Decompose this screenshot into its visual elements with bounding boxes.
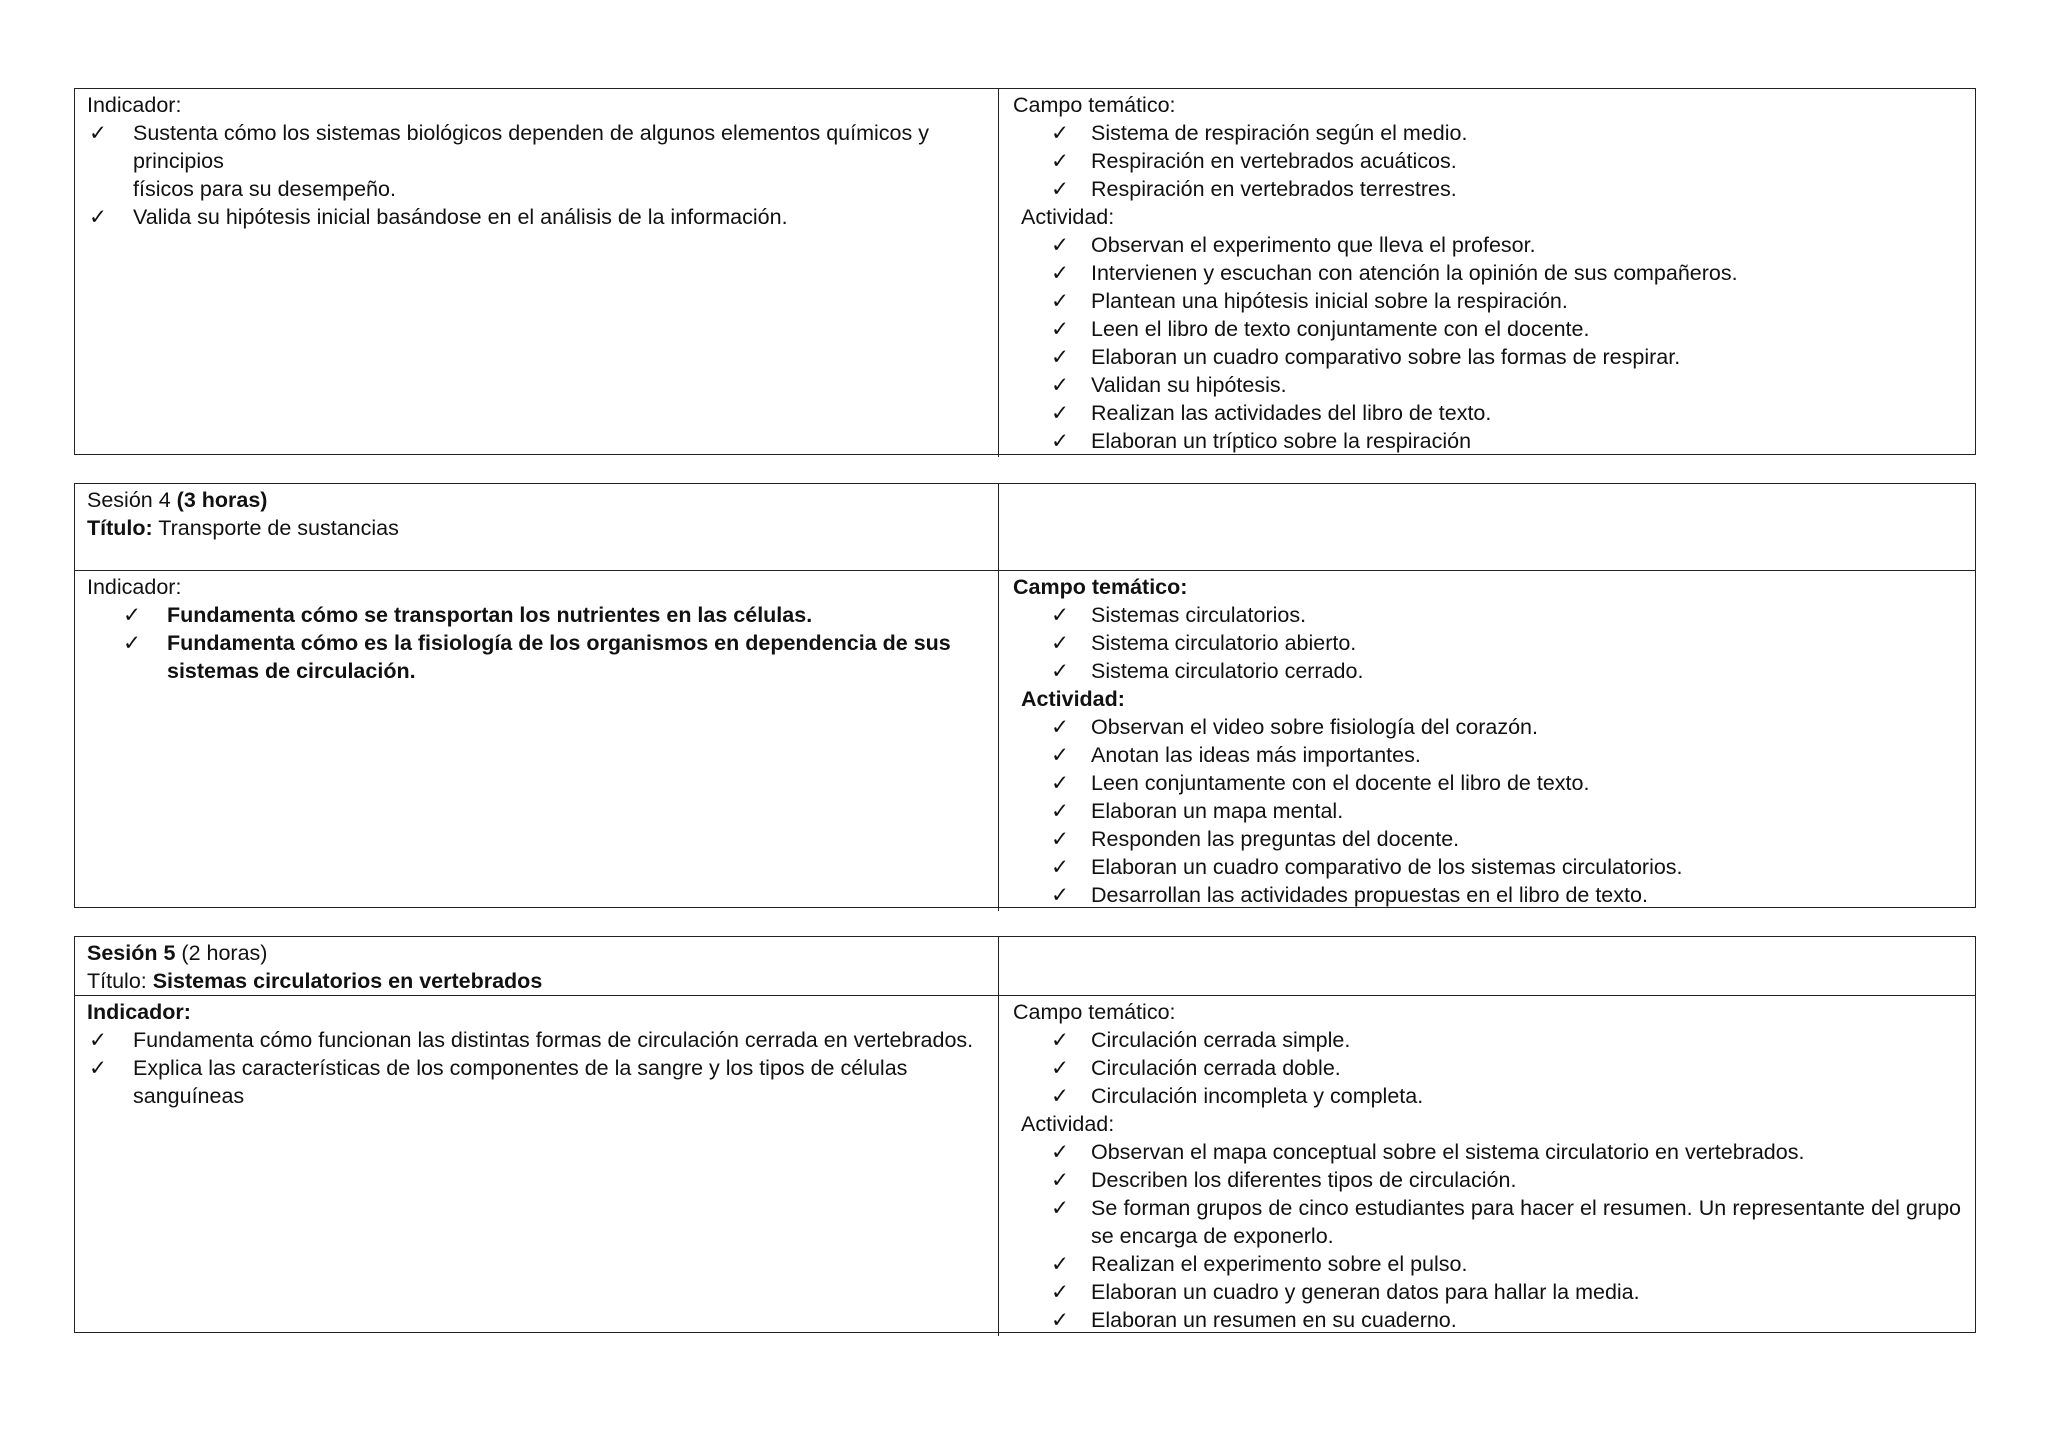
list-item: ✓ Fundamenta cómo funcionan las distintas formas de circulación cerrada en vertebrados. (88, 1028, 974, 1052)
list-item: ✓ Leen conjuntamente con el docente el libro de texto. (1050, 771, 1590, 795)
list-item: ✓ Anotan las ideas más importantes. (1050, 743, 1421, 767)
actividad-list (1013, 1138, 1963, 1334)
indicador-list (87, 601, 986, 685)
list-item: ✓ Observan el mapa conceptual sobre el sistema circulatorio en vertebrados. (1050, 1140, 1805, 1164)
list-item: ✓ Plantean una hipótesis inicial sobre la respiración. (1050, 289, 1568, 313)
list-item: ✓ Sustenta cómo los sistemas biológicos dependen de algunos elementos químicos y principios físicos para su desempeño. (88, 121, 929, 201)
check-icon: ✓ (1050, 149, 1069, 173)
list-item: ✓ Sistema de respiración según el medio. (1050, 121, 1468, 145)
session-number: Sesión 5 (87, 941, 176, 965)
campo-label: Campo temático: (1013, 93, 1176, 117)
list-item: ✓ Respiración en vertebrados acuáticos. (1050, 149, 1457, 173)
list-item: ✓ Intervienen y escuchan con atención la opinión de sus compañeros. (1050, 261, 1738, 285)
campo-label: Campo temático: (1013, 1000, 1176, 1024)
list-item: ✓ Respiración en vertebrados terrestres. (1050, 177, 1457, 201)
session-header-cell (75, 937, 999, 995)
check-icon: ✓ (1050, 1028, 1069, 1052)
list-item: ✓ Responden las preguntas del docente. (1050, 827, 1460, 851)
session-number: Sesión 4 (87, 488, 177, 512)
indicador-label: Indicador: (87, 93, 182, 117)
title-label: Título: (87, 516, 153, 540)
list-item: ✓ Circulación cerrada doble. (1050, 1056, 1341, 1080)
indicador-cell (75, 995, 999, 1336)
list-item: ✓ Fundamenta cómo se transportan los nutrientes en las células. (122, 603, 813, 627)
list-item: ✓ Observan el video sobre fisiología del corazón. (1050, 715, 1538, 739)
campo-list (1013, 601, 1963, 685)
check-icon: ✓ (88, 205, 107, 229)
session-header-cell (75, 484, 999, 570)
indicador-list (87, 119, 986, 231)
indicador-list (87, 1026, 986, 1110)
list-item: ✓ Sistema circulatorio abierto. (1050, 631, 1357, 655)
check-icon: ✓ (1050, 1084, 1069, 1108)
list-item: ✓ Explica las características de los componentes de la sangre y los tipos de células sanguíneas (88, 1056, 908, 1108)
check-icon: ✓ (1050, 429, 1069, 453)
check-icon: ✓ (1050, 715, 1069, 739)
check-icon: ✓ (1050, 401, 1069, 425)
check-icon: ✓ (1050, 1056, 1069, 1080)
check-icon: ✓ (88, 121, 107, 145)
actividad-list (1013, 713, 1963, 909)
check-icon: ✓ (1050, 1140, 1069, 1164)
actividad-label: Actividad: (1021, 1112, 1115, 1136)
list-item: ✓ Desarrollan las actividades propuestas en el libro de texto. (1050, 883, 1648, 907)
check-icon: ✓ (1050, 855, 1069, 879)
list-item: ✓ Circulación incompleta y completa. (1050, 1084, 1424, 1108)
list-item: ✓ Observan el experimento que lleva el profesor. (1050, 233, 1536, 257)
list-item: ✓ Describen los diferentes tipos de circulación. (1050, 1168, 1517, 1192)
list-item: ✓ Elaboran un cuadro comparativo sobre las formas de respirar. (1050, 345, 1681, 369)
list-item: ✓ Validan su hipótesis. (1050, 373, 1287, 397)
list-item: ✓ Elaboran un mapa mental. (1050, 799, 1344, 823)
check-icon: ✓ (88, 1028, 107, 1052)
check-icon: ✓ (122, 603, 141, 627)
check-icon: ✓ (1050, 177, 1069, 201)
session-title: Transporte de sustancias (152, 516, 399, 540)
check-icon: ✓ (1050, 603, 1069, 627)
check-icon: ✓ (1050, 1252, 1069, 1276)
list-item: ✓ Fundamenta cómo es la fisiología de los organismos en dependencia de sus sistemas de circulación. (122, 631, 951, 683)
campo-cell (999, 89, 1975, 457)
check-icon: ✓ (1050, 345, 1069, 369)
check-icon: ✓ (1050, 1308, 1069, 1332)
indicador-label: Indicador: (87, 575, 182, 599)
check-icon: ✓ (1050, 317, 1069, 341)
indicador-label: Indicador: (87, 1000, 191, 1024)
empty-header-cell (999, 937, 1975, 995)
campo-list (1013, 119, 1963, 203)
check-icon: ✓ (1050, 1196, 1069, 1220)
actividad-label: Actividad: (1021, 687, 1125, 711)
check-icon: ✓ (1050, 289, 1069, 313)
list-item: ✓ Sistemas circulatorios. (1050, 603, 1307, 627)
indicador-cell (75, 570, 999, 911)
list-item: ✓ Elaboran un tríptico sobre la respiración (1050, 429, 1472, 453)
check-icon: ✓ (1050, 659, 1069, 683)
check-icon: ✓ (1050, 261, 1069, 285)
check-icon: ✓ (1050, 827, 1069, 851)
campo-label: Campo temático: (1013, 575, 1188, 599)
check-icon: ✓ (88, 1056, 107, 1080)
list-item: ✓ Leen el libro de texto conjuntamente con el docente. (1050, 317, 1590, 341)
check-icon: ✓ (1050, 631, 1069, 655)
session-hours: (3 horas) (176, 488, 268, 512)
session-3-table (74, 88, 1976, 455)
list-item: ✓ Elaboran un cuadro y generan datos para hallar la media. (1050, 1280, 1640, 1304)
list-item: ✓ Realizan el experimento sobre el pulso. (1050, 1252, 1468, 1276)
session-title: Sistemas circulatorios en vertebrados (152, 969, 543, 993)
check-icon: ✓ (1050, 799, 1069, 823)
campo-cell (999, 570, 1975, 911)
check-icon: ✓ (1050, 743, 1069, 767)
list-item: ✓ Circulación cerrada simple. (1050, 1028, 1351, 1052)
check-icon: ✓ (1050, 1280, 1069, 1304)
actividad-list (1013, 231, 1963, 455)
check-icon: ✓ (1050, 1168, 1069, 1192)
title-label: Título: (87, 969, 153, 993)
campo-list (1013, 1026, 1963, 1110)
list-item: ✓ Elaboran un cuadro comparativo de los sistemas circulatorios. (1050, 855, 1683, 879)
session-5-table (74, 936, 1976, 1333)
session-hours: (2 horas) (175, 941, 268, 965)
actividad-label: Actividad: (1021, 205, 1115, 229)
session-4-table (74, 483, 1976, 908)
list-item: ✓ Elaboran un resumen en su cuaderno. (1050, 1308, 1457, 1332)
list-item: ✓ Se forman grupos de cinco estudiantes para hacer el resumen. Un representante del grupo se encarga de exponerlo. (1050, 1196, 1961, 1248)
campo-cell (999, 995, 1975, 1336)
list-item: ✓ Sistema circulatorio cerrado. (1050, 659, 1364, 683)
list-item: ✓ Valida su hipótesis inicial basándose en el análisis de la información. (88, 205, 788, 229)
list-item: ✓ Realizan las actividades del libro de texto. (1050, 401, 1492, 425)
check-icon: ✓ (122, 631, 141, 655)
check-icon: ✓ (1050, 373, 1069, 397)
check-icon: ✓ (1050, 771, 1069, 795)
check-icon: ✓ (1050, 883, 1069, 907)
check-icon: ✓ (1050, 233, 1069, 257)
indicador-cell (75, 89, 999, 457)
empty-header-cell (999, 484, 1975, 570)
check-icon: ✓ (1050, 121, 1069, 145)
